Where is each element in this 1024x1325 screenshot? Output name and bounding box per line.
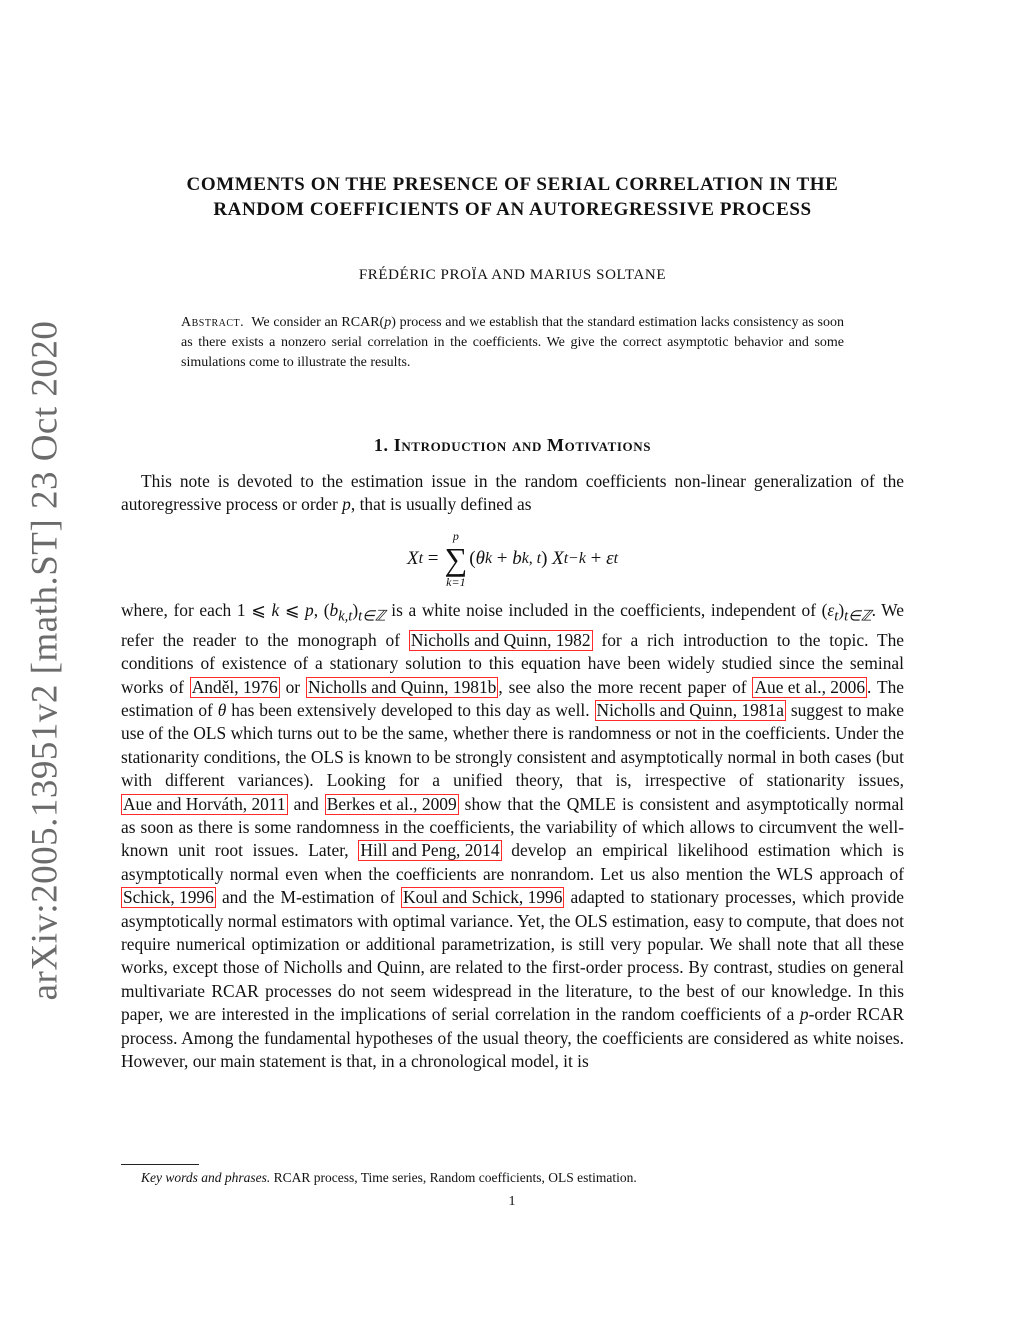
body-text: -order RCAR process. Among the fundamental hypotheses of the usual theory, the coefficients are considered as white noises. However, our main statement is that, in a chronological model, it is xyxy=(121,1004,904,1071)
math-subscript: t∈ℤ xyxy=(844,608,872,625)
eq-lhs-sub: t xyxy=(418,549,424,567)
eq-b-sub: k, t xyxy=(521,549,542,567)
body-text: for a rich introduction to the topic. The conditions of existence of a stationary solution to this equation have been widely studied since the seminal works of xyxy=(121,629,904,697)
title-line-1: COMMENTS ON THE PRESENCE OF SERIAL CORRELATION IN THE xyxy=(186,174,839,195)
body-text: and the M-estimation of xyxy=(215,887,402,908)
section-title: Introduction and Motivations xyxy=(393,435,652,455)
eq-summation xyxy=(444,529,467,589)
eq-lhs: X xyxy=(407,547,419,569)
abstract-text: We consider an RCAR( xyxy=(251,315,385,330)
paper-authors: FRÉDÉRIC PROÏA AND MARIUS SOLTANE xyxy=(358,267,667,283)
abstract-label: Abstract. xyxy=(181,315,245,330)
eq-sum-lower: k=1 xyxy=(446,574,466,589)
eq-sigma: ∑ xyxy=(444,540,468,577)
body-text: where, for each 1 ⩽ xyxy=(121,599,272,620)
eq-plus-2: + xyxy=(585,547,607,569)
eq-close-paren: ) xyxy=(541,547,548,569)
body-text: . We refer the reader to the monograph of xyxy=(121,599,904,650)
paper-title xyxy=(121,172,904,222)
section-heading xyxy=(121,435,904,456)
citation-link[interactable]: Hill and Peng, 2014 xyxy=(360,840,500,861)
citation-link[interactable]: Berkes et al., 2009 xyxy=(326,793,457,814)
intro-text-end: , that is usually defined as xyxy=(350,494,532,515)
body-text: adapted to stationary processes, which provide asymptotically normal estimators with optimal variance. Yet, the OLS estimation, easy to compute, that does not require numerical optimization or additional parametrization, is still very popular. We shall note that all these works, except those of Nicholls and Quinn, are related to the first-order process. By contrast, studies on general multivariate RCAR processes do not seem widespread in the literature, to the best of our knowledge. In this paper, we are interested in the implications of serial correlation in the random coefficients of a xyxy=(121,887,904,1025)
footnote-divider xyxy=(121,1164,199,1165)
math-subscript: t xyxy=(834,608,839,625)
body-text: ) xyxy=(352,599,359,620)
body-text: , ( xyxy=(313,599,330,620)
rcar-equation xyxy=(121,521,904,597)
citation-link[interactable]: Nicholls and Quinn, 1981a xyxy=(596,699,784,720)
citation-link[interactable]: Koul and Schick, 1996 xyxy=(403,887,563,908)
footnote-text: RCAR process, Time series, Random coefficients, OLS estimation. xyxy=(270,1170,637,1185)
title-line-2: RANDOM COEFFICIENTS OF AN AUTOREGRESSIVE PROCESS xyxy=(213,199,812,220)
footnote-keywords xyxy=(141,1170,891,1186)
eq-x: X xyxy=(552,547,564,569)
math-var: θ xyxy=(217,699,227,720)
body-text: and xyxy=(287,793,325,814)
eq-open-paren: ( xyxy=(469,547,476,569)
body-text: , see also the more recent paper of xyxy=(498,676,753,697)
body-paragraph xyxy=(121,599,904,1074)
math-var: ε xyxy=(827,599,835,620)
eq-epsilon: ε xyxy=(606,547,614,569)
footnote-label: Key words and phrases. xyxy=(141,1170,271,1185)
math-var: b xyxy=(329,599,339,620)
body-text: develop an empirical likelihood estimation which is asymptotically normal even when the coefficients are nonrandom. Let us also mention the WLS approach of xyxy=(121,840,904,884)
body-text: show that the QMLE is consistent and asymptotically normal as soon as there is some randomness in the coefficients, the variability of which allows to circumvent the well-known unit root issues. Later, xyxy=(121,793,904,861)
abstract-text-rest: ) process and we establish that the standard estimation lacks consistency as soon as there exists a nonzero serial correlation in the coefficients. We give the correct asymptotic behavior and some simulations come to illustrate the results. xyxy=(181,315,845,370)
math-var: k xyxy=(271,599,280,620)
citation-link[interactable]: Schick, 1996 xyxy=(123,887,214,908)
citation-link[interactable]: Aue and Horváth, 2011 xyxy=(123,793,286,814)
eq-plus-1: + xyxy=(492,547,513,569)
page-number: 1 xyxy=(508,1194,516,1209)
citation-link[interactable]: Anděl, 1976 xyxy=(191,676,278,697)
math-var: p xyxy=(305,599,314,620)
citation-link[interactable]: Nicholls and Quinn, 1981b xyxy=(307,676,497,697)
body-text: or xyxy=(279,676,306,697)
arxiv-identifier-text: arXiv:2005.13951v2 [math.ST] 23 Oct 2020 xyxy=(24,320,66,1000)
body-text: suggest to make use of the OLS which turns out to be the same, whether there is randomness or not in the coefficients. Under the stationarity conditions, the OLS is known to be strongly consistent and asymptotically normal in both cases (but with different variances). Looking for a unified theory, that is, irrespective of stationarity issues, xyxy=(121,699,904,791)
math-subscript: k,t xyxy=(338,608,353,625)
body-text: has been extensively developed to this day as well. xyxy=(226,699,595,720)
math-subscript: t∈ℤ xyxy=(358,608,386,625)
eq-x-sub: t−k xyxy=(563,549,586,567)
eq-epsilon-sub: t xyxy=(613,549,618,567)
eq-b: b xyxy=(512,547,522,569)
eq-theta-sub: k xyxy=(484,549,492,567)
citation-link[interactable]: Nicholls and Quinn, 1982 xyxy=(410,629,591,650)
eq-equals: = xyxy=(427,547,439,569)
body-text: ) xyxy=(838,599,845,620)
body-text: . The estimation of xyxy=(121,676,904,720)
math-var: p xyxy=(799,1004,809,1025)
eq-sum-upper: p xyxy=(452,528,459,543)
section-number: 1. xyxy=(373,435,389,455)
body-text: ⩽ xyxy=(279,599,306,620)
arxiv-identifier-stamp xyxy=(20,320,70,1000)
intro-paragraph xyxy=(121,470,904,517)
paper-page xyxy=(121,172,904,1073)
abstract-var: p xyxy=(384,315,392,330)
intro-text: This note is devoted to the estimation issue in the random coefficients non-linear generalization of the autoregressive process or order xyxy=(121,471,904,515)
intro-var-p: p xyxy=(342,494,351,515)
eq-theta: θ xyxy=(475,547,485,569)
body-text: is a white noise included in the coefficients, independent of ( xyxy=(385,599,828,620)
abstract xyxy=(181,313,844,373)
citation-link[interactable]: Aue et al., 2006 xyxy=(754,676,866,697)
